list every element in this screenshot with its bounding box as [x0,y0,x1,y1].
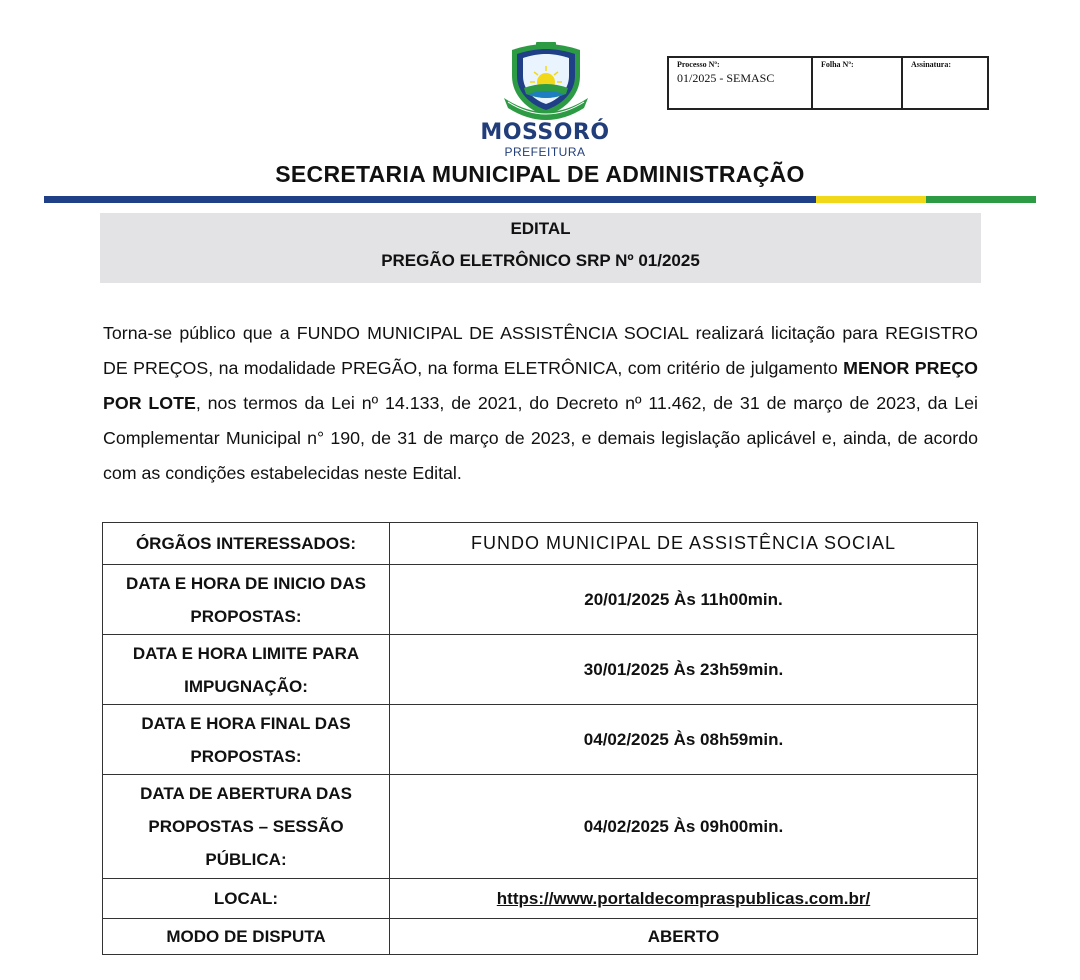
edital-title: EDITAL [510,219,571,238]
table-row-inicio-propostas [103,565,978,635]
row-value: 30/01/2025 Às 23h59min. [390,635,978,705]
portal-link[interactable]: https://www.portaldecompraspublicas.com.br/ [390,879,978,919]
table-row-abertura [103,775,978,879]
table-row-final-propostas [103,705,978,775]
row-label: DATA DE ABERTURA DAS PROPOSTAS – SESSÃO PÚBLICA: [103,775,390,879]
table-row-modo-disputa [103,919,978,955]
department-title: SECRETARIA MUNICIPAL DE ADMINISTRAÇÃO [275,161,805,187]
table-row-impugnacao [103,635,978,705]
intro-paragraph [103,316,978,491]
process-number-cell [669,58,811,108]
intro-text-bold: MENOR PREÇO POR LOTE [103,358,979,413]
row-value: ABERTO [390,919,978,955]
row-label: MODO DE DISPUTA [103,919,390,955]
stripe-green [926,196,1036,203]
mossoro-crest-logo [498,42,594,124]
row-label: LOCAL: [103,879,390,919]
row-value: 04/02/2025 Às 09h00min. [390,775,978,879]
header-color-stripe [44,196,1036,203]
folha-label: Folha Nº: [821,60,854,69]
process-number-label: Processo Nº: [677,60,720,69]
row-label: ÓRGÃOS INTERESSADOS: [103,523,390,565]
row-value: 20/01/2025 Às 11h00min. [390,565,978,635]
assinatura-cell [901,58,987,108]
folha-cell [811,58,901,108]
process-number-value: 01/2025 - SEMASC [677,71,775,85]
brand-subtitle: PREFEITURA [504,145,586,159]
row-label: DATA E HORA DE INICIO DAS PROPOSTAS: [103,565,390,635]
stripe-blue [44,196,816,203]
table-row-local [103,879,978,919]
edital-subtitle: PREGÃO ELETRÔNICO SRP Nº 01/2025 [381,251,700,270]
row-label: DATA E HORA LIMITE PARA IMPUGNAÇÃO: [103,635,390,705]
brand-name: MOSSORÓ [480,120,610,145]
row-label: DATA E HORA FINAL DAS PROPOSTAS: [103,705,390,775]
intro-text-part1: Torna-se público que a FUNDO MUNICIPAL DE ASSISTÊNCIA SOCIAL realizará licitação para REGISTRO DE PREÇOS, na modalidade PREGÃO, na forma ELETRÔNICA, com critério de julgamento [103,323,978,378]
row-value: 04/02/2025 Às 08h59min. [390,705,978,775]
table-row-orgaos [103,523,978,565]
edital-info-table [102,522,978,955]
assinatura-label: Assinatura: [911,60,952,69]
intro-text-part2: , nos termos da Lei nº 14.133, de 2021, do Decreto nº 11.462, de 31 de março de 2023, da Lei Complementar Municipal n° 190, de 31 de março de 2023, e demais legislação aplicável e, ainda, de acordo com as condições estabelecidas neste Edital. [103,393,978,483]
stripe-yellow [816,196,926,203]
process-info-box [667,56,989,110]
edital-banner [100,213,981,283]
row-value: FUNDO MUNICIPAL DE ASSISTÊNCIA SOCIAL [390,523,978,565]
